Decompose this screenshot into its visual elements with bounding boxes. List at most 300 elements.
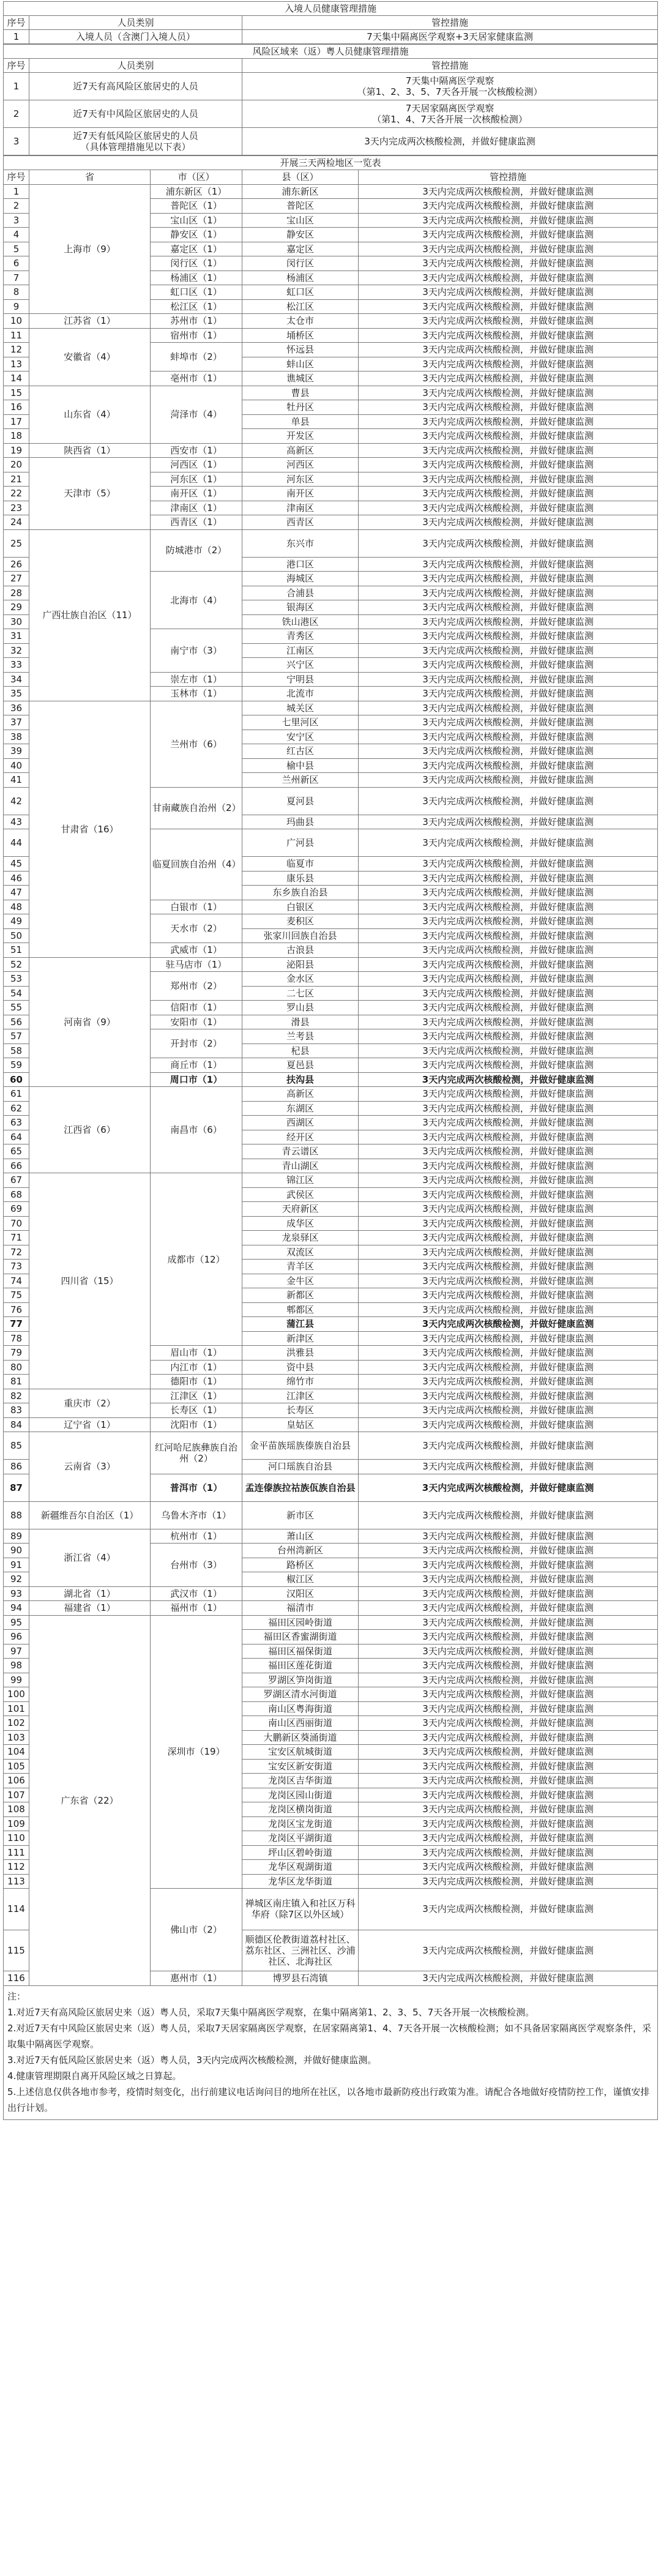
seq-cell: 90 <box>4 1544 29 1558</box>
seq-cell: 56 <box>4 1015 29 1029</box>
city-cell: 蚌埠市（2） <box>151 343 242 371</box>
seq-cell: 34 <box>4 672 29 687</box>
seq-cell: 108 <box>4 1802 29 1817</box>
cell: 3天内完成两次核酸检测，并做好健康监测 <box>242 128 658 155</box>
seq-cell: 103 <box>4 1730 29 1745</box>
county-cell: 成华区 <box>242 1216 359 1231</box>
table-row <box>4 1529 658 1544</box>
seq-cell: 20 <box>4 458 29 472</box>
measure-cell: 3天内完成两次核酸检测，并做好健康监测 <box>359 184 658 199</box>
table-row <box>4 458 658 472</box>
county-cell: 萧山区 <box>242 1529 359 1544</box>
seq-cell: 57 <box>4 1029 29 1044</box>
seq-cell: 82 <box>4 1389 29 1403</box>
measure-cell: 3天内完成两次核酸检测，并做好健康监测 <box>359 1389 658 1403</box>
note-item: 2.对近7天有中风险区旅居史来（返）粤人员，采取7天居家隔离医学观察，在居家隔离第1、4、7天各开展一次核酸检测；如不具备居家隔离医学观察条件，采取集中隔离医学观察。 <box>7 2022 652 2050</box>
cell: 近7天有中风险区旅居史的人员 <box>29 100 242 128</box>
seq-cell: 9 <box>4 299 29 314</box>
county-cell: 静安区 <box>242 228 359 242</box>
county-cell: 龙华区龙华街道 <box>242 1874 359 1889</box>
seq-cell: 29 <box>4 600 29 615</box>
county-cell: 龙华区观湖街道 <box>242 1860 359 1875</box>
county-cell: 浦东新区 <box>242 184 359 199</box>
seq-cell: 50 <box>4 928 29 943</box>
table-row <box>4 1389 658 1403</box>
seq-cell: 59 <box>4 1058 29 1073</box>
county-cell: 福田区莲花街道 <box>242 1659 359 1673</box>
seq-cell: 89 <box>4 1529 29 1544</box>
measure-cell: 3天内完成两次核酸检测，并做好健康监测 <box>359 1043 658 1058</box>
seq-cell: 55 <box>4 1001 29 1015</box>
county-cell: 顺德区伦教街道荔村社区、荔东社区、三洲社区、沙浦社区、北海社区 <box>242 1930 359 1971</box>
seq-cell: 44 <box>4 829 29 857</box>
measure-cell: 3天内完成两次核酸检测，并做好健康监测 <box>359 829 658 857</box>
table-row <box>4 1087 658 1102</box>
county-cell: 绵竹市 <box>242 1375 359 1389</box>
cell: 1 <box>4 73 29 100</box>
county-cell: 合浦县 <box>242 586 359 600</box>
city-cell: 郑州市（2） <box>151 972 242 1001</box>
seq-cell: 32 <box>4 643 29 658</box>
county-cell: 皇姑区 <box>242 1417 359 1432</box>
measure-cell: 3天内完成两次核酸检测，并做好健康监测 <box>359 957 658 972</box>
seq-cell: 113 <box>4 1874 29 1889</box>
table-row <box>4 701 658 715</box>
table-row <box>4 1586 658 1601</box>
measure-cell: 3天内完成两次核酸检测，并做好健康监测 <box>359 1529 658 1544</box>
county-cell: 蒲江县 <box>242 1317 359 1332</box>
measure-cell: 3天内完成两次核酸检测，并做好健康监测 <box>359 529 658 557</box>
measure-cell: 3天内完成两次核酸检测，并做好健康监测 <box>359 1586 658 1601</box>
measure-cell: 3天内完成两次核酸检测，并做好健康监测 <box>359 386 658 400</box>
seq-cell: 77 <box>4 1317 29 1332</box>
table-row <box>4 73 658 100</box>
seq-cell: 12 <box>4 343 29 357</box>
measure-cell: 3天内完成两次核酸检测，并做好健康监测 <box>359 371 658 386</box>
county-cell: 青秀区 <box>242 629 359 644</box>
table-row <box>4 1432 658 1460</box>
measure-cell: 3天内完成两次核酸检测，并做好健康监测 <box>359 1774 658 1788</box>
note-item: 1.对近7天有高风险区旅居史来（返）粤人员，采取7天集中隔离医学观察，在集中隔离第1、2、3、5、7天各开展一次核酸检测。 <box>7 2006 535 2018</box>
county-cell: 金平苗族瑶族傣族自治县 <box>242 1432 359 1460</box>
county-cell: 铁山港区 <box>242 614 359 629</box>
county-cell: 兰考县 <box>242 1029 359 1044</box>
table-row <box>4 1601 658 1616</box>
measure-cell: 3天内完成两次核酸检测，并做好健康监测 <box>359 357 658 371</box>
measure-cell: 3天内完成两次核酸检测，并做好健康监测 <box>359 256 658 271</box>
seq-cell: 53 <box>4 972 29 987</box>
city-cell: 杭州市（1） <box>151 1529 242 1544</box>
measure-cell: 3天内完成两次核酸检测，并做好健康监测 <box>359 1845 658 1860</box>
seq-cell: 99 <box>4 1673 29 1687</box>
measure-cell: 3天内完成两次核酸检测，并做好健康监测 <box>359 1087 658 1102</box>
seq-cell: 67 <box>4 1173 29 1188</box>
county-cell: 东湖区 <box>242 1101 359 1116</box>
seq-cell: 45 <box>4 857 29 872</box>
note-item: 3.对近7天有低风险区旅居史来（返）粤人员，3天内完成两次核酸检测，并做好健康监测。 <box>7 2054 377 2066</box>
city-cell: 长寿区（1） <box>151 1403 242 1418</box>
measure-cell: 3天内完成两次核酸检测，并做好健康监测 <box>359 299 658 314</box>
measure-cell: 3天内完成两次核酸检测，并做好健康监测 <box>359 1029 658 1044</box>
seq-cell: 105 <box>4 1759 29 1774</box>
seq-cell: 106 <box>4 1774 29 1788</box>
seq-cell: 107 <box>4 1788 29 1802</box>
measure-cell: 3天内完成两次核酸检测，并做好健康监测 <box>359 1331 658 1346</box>
measure-cell: 3天内完成两次核酸检测，并做好健康监测 <box>359 1015 658 1029</box>
seq-cell: 102 <box>4 1716 29 1731</box>
city-cell: 津南区（1） <box>151 501 242 515</box>
measure-cell: 3天内完成两次核酸检测，并做好健康监测 <box>359 1630 658 1645</box>
seq-cell: 93 <box>4 1586 29 1601</box>
measure-cell: 3天内完成两次核酸检测，并做好健康监测 <box>359 1187 658 1202</box>
measure-cell: 3天内完成两次核酸检测，并做好健康监测 <box>359 472 658 487</box>
measure-cell: 3天内完成两次核酸检测，并做好健康监测 <box>359 228 658 242</box>
measure-cell: 3天内完成两次核酸检测，并做好健康监测 <box>359 1130 658 1144</box>
measure-cell: 3天内完成两次核酸检测，并做好健康监测 <box>359 986 658 1001</box>
header-cell: 管控措施 <box>359 170 658 185</box>
header-cell: 县（区） <box>242 170 359 185</box>
measure-cell: 3天内完成两次核酸检测，并做好健康监测 <box>359 1971 658 1986</box>
seq-cell: 58 <box>4 1043 29 1058</box>
measure-cell: 3天内完成两次核酸检测，并做好健康监测 <box>359 1173 658 1188</box>
measure-cell: 3天内完成两次核酸检测，并做好健康监测 <box>359 572 658 586</box>
seq-cell: 13 <box>4 357 29 371</box>
seq-cell: 14 <box>4 371 29 386</box>
county-cell: 罗山县 <box>242 1001 359 1015</box>
county-cell: 罗湖区清水河街道 <box>242 1687 359 1702</box>
seq-cell: 114 <box>4 1889 29 1930</box>
county-cell: 博罗县石湾镇 <box>242 1971 359 1986</box>
measure-cell: 3天内完成两次核酸检测，并做好健康监测 <box>359 1260 658 1274</box>
sec1-title: 入境人员健康管理措施 <box>3 1 658 15</box>
city-cell: 开封市（2） <box>151 1029 242 1058</box>
seq-cell: 33 <box>4 658 29 673</box>
measure-cell: 3天内完成两次核酸检测，并做好健康监测 <box>359 285 658 300</box>
seq-cell: 80 <box>4 1360 29 1375</box>
measure-cell: 3天内完成两次核酸检测，并做好健康监测 <box>359 857 658 872</box>
city-cell: 普洱市（1） <box>151 1474 242 1501</box>
measure-cell: 3天内完成两次核酸检测，并做好健康监测 <box>359 1759 658 1774</box>
county-cell: 宝安区新安街道 <box>242 1759 359 1774</box>
measure-cell: 3天内完成两次核酸检测，并做好健康监测 <box>359 414 658 429</box>
table-row <box>4 1501 658 1529</box>
county-cell: 古浪县 <box>242 943 359 958</box>
seq-cell: 22 <box>4 487 29 501</box>
seq-cell: 96 <box>4 1630 29 1645</box>
measure-cell: 3天内完成两次核酸检测，并做好健康监测 <box>359 429 658 444</box>
county-cell: 罗湖区笋岗街道 <box>242 1673 359 1687</box>
city-cell: 惠州市（1） <box>151 1971 242 1986</box>
seq-cell: 95 <box>4 1615 29 1630</box>
measure-cell: 3天内完成两次核酸检测，并做好健康监测 <box>359 1417 658 1432</box>
county-cell: 单县 <box>242 414 359 429</box>
county-cell: 泌阳县 <box>242 957 359 972</box>
county-cell: 七里河区 <box>242 715 359 730</box>
city-cell: 佛山市（2） <box>151 1889 242 1971</box>
table-row <box>4 1615 658 1630</box>
measure-cell: 3天内完成两次核酸检测，并做好健康监测 <box>359 928 658 943</box>
county-cell: 宁明县 <box>242 672 359 687</box>
sec2-header-row <box>4 59 658 73</box>
seq-cell: 74 <box>4 1274 29 1288</box>
seq-cell: 63 <box>4 1116 29 1130</box>
measure-cell: 3天内完成两次核酸检测，并做好健康监测 <box>359 1403 658 1418</box>
sec2-table <box>3 58 658 155</box>
measure-cell: 3天内完成两次核酸检测，并做好健康监测 <box>359 1615 658 1630</box>
seq-cell: 27 <box>4 572 29 586</box>
seq-cell: 1 <box>4 184 29 199</box>
measure-cell: 3天内完成两次核酸检测，并做好健康监测 <box>359 701 658 715</box>
county-cell: 西青区 <box>242 515 359 530</box>
measure-cell: 3天内完成两次核酸检测，并做好健康监测 <box>359 600 658 615</box>
city-cell: 白银市（1） <box>151 900 242 914</box>
seq-cell: 104 <box>4 1745 29 1760</box>
measure-cell: 3天内完成两次核酸检测，并做好健康监测 <box>359 515 658 530</box>
city-cell: 江津区（1） <box>151 1389 242 1403</box>
county-cell: 兴宁区 <box>242 658 359 673</box>
measure-cell: 3天内完成两次核酸检测，并做好健康监测 <box>359 787 658 815</box>
seq-cell: 78 <box>4 1331 29 1346</box>
table-row <box>4 386 658 400</box>
province-cell: 天津市（5） <box>29 458 151 530</box>
cell: 3 <box>4 128 29 155</box>
seq-cell: 62 <box>4 1101 29 1116</box>
seq-cell: 81 <box>4 1375 29 1389</box>
measure-cell: 3天内完成两次核酸检测，并做好健康监测 <box>359 672 658 687</box>
cell: 近7天有高风险区旅居史的人员 <box>29 73 242 100</box>
measure-cell: 3天内完成两次核酸检测，并做好健康监测 <box>359 199 658 214</box>
seq-cell: 2 <box>4 199 29 214</box>
city-cell: 苏州市（1） <box>151 314 242 329</box>
county-cell: 普陀区 <box>242 199 359 214</box>
county-cell: 金水区 <box>242 972 359 987</box>
county-cell: 郫都区 <box>242 1302 359 1317</box>
seq-cell: 115 <box>4 1930 29 1971</box>
measure-cell: 3天内完成两次核酸检测，并做好健康监测 <box>359 586 658 600</box>
measure-cell: 3天内完成两次核酸检测，并做好健康监测 <box>359 1701 658 1716</box>
measure-cell: 3天内完成两次核酸检测，并做好健康监测 <box>359 1375 658 1389</box>
seq-cell: 86 <box>4 1460 29 1474</box>
city-cell: 眉山市（1） <box>151 1346 242 1361</box>
measure-cell: 3天内完成两次核酸检测，并做好健康监测 <box>359 1231 658 1245</box>
seq-cell: 17 <box>4 414 29 429</box>
seq-cell: 111 <box>4 1845 29 1860</box>
county-cell: 孟连傣族拉祜族佤族自治县 <box>242 1474 359 1501</box>
measure-cell: 3天内完成两次核酸检测，并做好健康监测 <box>359 1860 658 1875</box>
seq-cell: 116 <box>4 1971 29 1986</box>
county-cell: 青山湖区 <box>242 1159 359 1173</box>
county-cell: 北流市 <box>242 687 359 701</box>
province-cell: 新疆维吾尔自治区（1） <box>29 1501 151 1529</box>
measure-cell: 3天内完成两次核酸检测，并做好健康监测 <box>359 1831 658 1846</box>
city-cell: 南昌市（6） <box>151 1087 242 1173</box>
seq-cell: 24 <box>4 515 29 530</box>
city-cell: 周口市（1） <box>151 1072 242 1087</box>
seq-cell: 35 <box>4 687 29 701</box>
measure-cell: 3天内完成两次核酸检测，并做好健康监测 <box>359 1072 658 1087</box>
measure-cell: 3天内完成两次核酸检测，并做好健康监测 <box>359 1101 658 1116</box>
measure-cell: 3天内完成两次核酸检测，并做好健康监测 <box>359 1202 658 1217</box>
county-cell: 金牛区 <box>242 1274 359 1288</box>
county-cell: 大鹏新区葵涌街道 <box>242 1730 359 1745</box>
seq-cell: 85 <box>4 1432 29 1460</box>
measure-cell: 3天内完成两次核酸检测，并做好健康监测 <box>359 900 658 914</box>
seq-cell: 36 <box>4 701 29 715</box>
measure-cell: 3天内完成两次核酸检测，并做好健康监测 <box>359 658 658 673</box>
measure-cell: 3天内完成两次核酸检测，并做好健康监测 <box>359 487 658 501</box>
seq-cell: 72 <box>4 1245 29 1260</box>
county-cell: 青羊区 <box>242 1260 359 1274</box>
county-cell: 蚌山区 <box>242 357 359 371</box>
county-cell: 银海区 <box>242 600 359 615</box>
seq-cell: 41 <box>4 773 29 788</box>
measure-cell: 3天内完成两次核酸检测，并做好健康监测 <box>359 1644 658 1659</box>
county-cell: 宝安区航城街道 <box>242 1745 359 1760</box>
measure-cell: 3天内完成两次核酸检测，并做好健康监测 <box>359 1788 658 1802</box>
county-cell: 长寿区 <box>242 1403 359 1418</box>
county-cell: 康乐县 <box>242 871 359 886</box>
seq-cell: 110 <box>4 1831 29 1846</box>
seq-cell: 48 <box>4 900 29 914</box>
seq-cell: 51 <box>4 943 29 958</box>
seq-cell: 46 <box>4 871 29 886</box>
seq-cell: 76 <box>4 1302 29 1317</box>
county-cell: 闵行区 <box>242 256 359 271</box>
measure-cell: 3天内完成两次核酸检测，并做好健康监测 <box>359 1001 658 1015</box>
city-cell: 信阳市（1） <box>151 1001 242 1015</box>
province-cell: 安徽省（4） <box>29 328 151 386</box>
table-row <box>4 128 658 155</box>
city-cell: 杨浦区（1） <box>151 271 242 285</box>
seq-cell: 87 <box>4 1474 29 1501</box>
seq-cell: 37 <box>4 715 29 730</box>
county-cell: 汉阳区 <box>242 1586 359 1601</box>
seq-cell: 70 <box>4 1216 29 1231</box>
measure-cell: 3天内完成两次核酸检测，并做好健康监测 <box>359 886 658 900</box>
county-cell: 江南区 <box>242 643 359 658</box>
seq-cell: 109 <box>4 1816 29 1831</box>
city-cell: 武汉市（1） <box>151 1586 242 1601</box>
measure-cell: 3天内完成两次核酸检测，并做好健康监测 <box>359 501 658 515</box>
province-cell: 上海市（9） <box>29 184 151 314</box>
measure-cell: 3天内完成两次核酸检测，并做好健康监测 <box>359 1274 658 1288</box>
table-row <box>4 100 658 128</box>
county-cell: 牡丹区 <box>242 400 359 415</box>
seq-cell: 18 <box>4 429 29 444</box>
table-row <box>4 957 658 972</box>
county-cell: 新都区 <box>242 1288 359 1303</box>
measure-cell: 3天内完成两次核酸检测，并做好健康监测 <box>359 1159 658 1173</box>
county-cell: 杨浦区 <box>242 271 359 285</box>
header-cell: 市（区） <box>151 170 242 185</box>
seq-cell: 88 <box>4 1501 29 1529</box>
county-cell: 南山区西丽街道 <box>242 1716 359 1731</box>
notes-label: 注： <box>7 1990 26 2002</box>
city-cell: 玉林市（1） <box>151 687 242 701</box>
document <box>3 1 658 2120</box>
table-row <box>4 1417 658 1432</box>
seq-cell: 23 <box>4 501 29 515</box>
measure-cell: 3天内完成两次核酸检测，并做好健康监测 <box>359 1245 658 1260</box>
seq-cell: 40 <box>4 758 29 773</box>
measure-cell: 3天内完成两次核酸检测，并做好健康监测 <box>359 1302 658 1317</box>
measure-cell: 3天内完成两次核酸检测，并做好健康监测 <box>359 271 658 285</box>
measure-cell: 3天内完成两次核酸检测，并做好健康监测 <box>359 744 658 759</box>
city-cell: 甘南藏族自治州（2） <box>151 787 242 829</box>
county-cell: 榆中县 <box>242 758 359 773</box>
county-cell: 福田区香蜜湖街道 <box>242 1630 359 1645</box>
city-cell: 北海市（4） <box>151 572 242 629</box>
seq-cell: 28 <box>4 586 29 600</box>
seq-cell: 83 <box>4 1403 29 1418</box>
city-cell: 南宁市（3） <box>151 629 242 673</box>
county-cell: 龙岗区园山街道 <box>242 1788 359 1802</box>
sec3-title: 开展三天两检地区一览表 <box>3 155 658 170</box>
city-cell: 德阳市（1） <box>151 1375 242 1389</box>
county-cell: 东乡族自治县 <box>242 886 359 900</box>
county-cell: 麦积区 <box>242 914 359 929</box>
measure-cell: 3天内完成两次核酸检测，并做好健康监测 <box>359 1716 658 1731</box>
seq-cell: 71 <box>4 1231 29 1245</box>
seq-cell: 94 <box>4 1601 29 1616</box>
measure-cell: 3天内完成两次核酸检测，并做好健康监测 <box>359 871 658 886</box>
city-cell: 内江市（1） <box>151 1360 242 1375</box>
table-row <box>4 328 658 343</box>
seq-cell: 47 <box>4 886 29 900</box>
table-row <box>4 1173 658 1188</box>
measure-cell: 3天内完成两次核酸检测，并做好健康监测 <box>359 758 658 773</box>
region-table-body <box>4 184 658 1985</box>
seq-cell: 26 <box>4 557 29 572</box>
city-cell: 河东区（1） <box>151 472 242 487</box>
city-cell: 安阳市（1） <box>151 1015 242 1029</box>
county-cell: 龙泉驿区 <box>242 1231 359 1245</box>
seq-cell: 64 <box>4 1130 29 1144</box>
measure-cell: 3天内完成两次核酸检测，并做好健康监测 <box>359 1317 658 1332</box>
header-cell: 管控措施 <box>242 16 658 30</box>
city-cell: 静安区（1） <box>151 228 242 242</box>
seq-cell: 65 <box>4 1144 29 1159</box>
measure-cell: 3天内完成两次核酸检测，并做好健康监测 <box>359 730 658 744</box>
county-cell: 红古区 <box>242 744 359 759</box>
county-cell: 禅城区南庄镇入和社区万科华府（除7区以外区域） <box>242 1889 359 1930</box>
note-item: 4.健康管理期限自离开风险区域之日算起。 <box>7 2070 182 2081</box>
measure-cell: 3天内完成两次核酸检测，并做好健康监测 <box>359 343 658 357</box>
county-cell: 龙岗区宝龙街道 <box>242 1816 359 1831</box>
county-cell: 台州湾新区 <box>242 1544 359 1558</box>
county-cell: 经开区 <box>242 1130 359 1144</box>
measure-cell: 3天内完成两次核酸检测，并做好健康监测 <box>359 914 658 929</box>
city-cell: 临夏回族自治州（4） <box>151 829 242 900</box>
measure-cell: 3天内完成两次核酸检测，并做好健康监测 <box>359 1288 658 1303</box>
county-cell: 坪山区碧岭街道 <box>242 1845 359 1860</box>
city-cell: 菏泽市（4） <box>151 386 242 443</box>
province-cell: 重庆市（2） <box>29 1389 151 1417</box>
county-cell: 夏邑县 <box>242 1058 359 1073</box>
county-cell: 资中县 <box>242 1360 359 1375</box>
province-cell: 江苏省（1） <box>29 314 151 329</box>
county-cell: 滑县 <box>242 1015 359 1029</box>
city-cell: 深圳市（19） <box>151 1615 242 1889</box>
measure-cell: 3天内完成两次核酸检测，并做好健康监测 <box>359 687 658 701</box>
seq-cell: 10 <box>4 314 29 329</box>
measure-cell: 3天内完成两次核酸检测，并做好健康监测 <box>359 443 658 458</box>
seq-cell: 8 <box>4 285 29 300</box>
measure-cell: 3天内完成两次核酸检测，并做好健康监测 <box>359 1930 658 1971</box>
county-cell: 龙岗区平湖街道 <box>242 1831 359 1846</box>
county-cell: 开发区 <box>242 429 359 444</box>
measure-cell: 3天内完成两次核酸检测，并做好健康监测 <box>359 1558 658 1572</box>
